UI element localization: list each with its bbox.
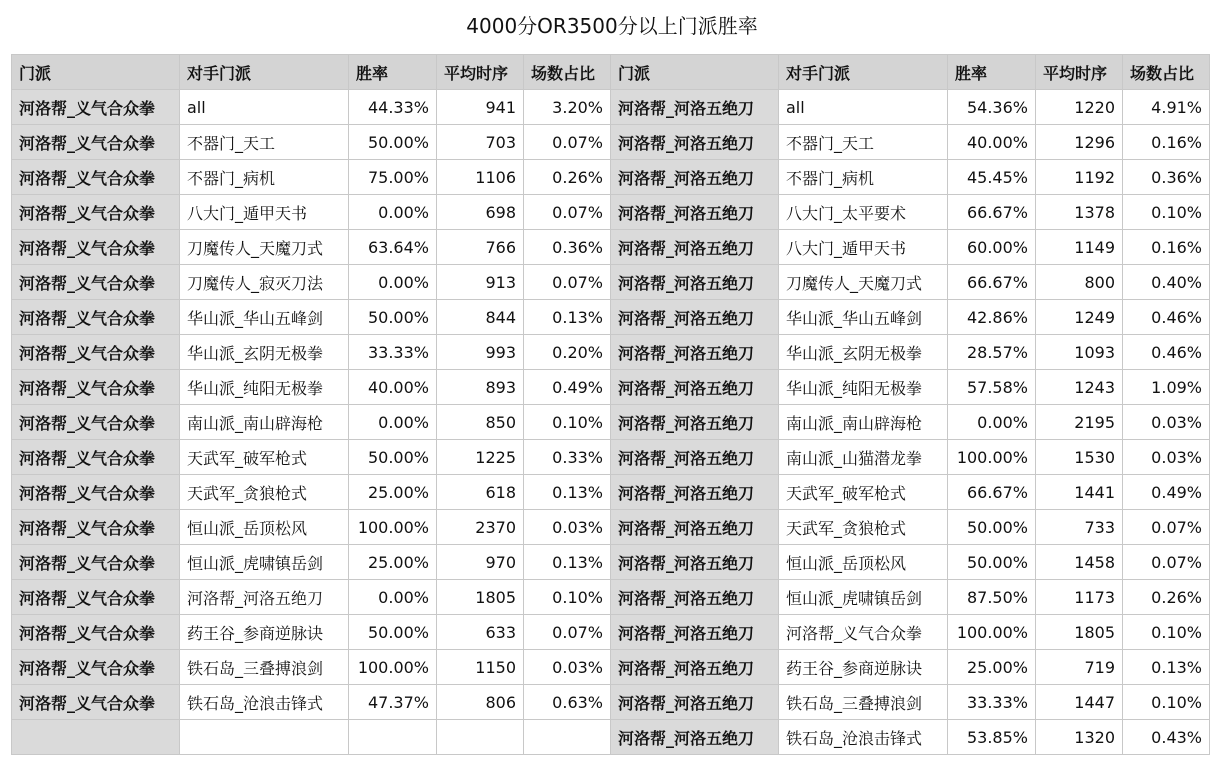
faction-cell[interactable]: 河洛帮_河洛五绝刀 [611, 545, 779, 580]
share-cell[interactable]: 0.07% [524, 195, 611, 230]
share-cell[interactable]: 0.20% [524, 335, 611, 370]
opponent-cell[interactable]: 八大门_遁甲天书 [779, 230, 948, 265]
share-cell[interactable]: 0.10% [1123, 195, 1210, 230]
table-row [12, 615, 1210, 650]
share-cell[interactable]: 0.46% [1123, 300, 1210, 335]
avg-time-cell[interactable]: 1220 [1036, 90, 1123, 125]
faction-cell[interactable]: 河洛帮_义气合众拳 [12, 125, 180, 160]
winrate-cell[interactable]: 50.00% [349, 125, 437, 160]
winrate-cell[interactable]: 0.00% [349, 195, 437, 230]
winrate-cell[interactable]: 0.00% [349, 405, 437, 440]
avg-time-cell[interactable]: 1458 [1036, 545, 1123, 580]
faction-cell[interactable]: 河洛帮_河洛五绝刀 [611, 335, 779, 370]
faction-cell[interactable]: 河洛帮_河洛五绝刀 [611, 615, 779, 650]
avg-time-cell[interactable]: 1192 [1036, 160, 1123, 195]
table-row [12, 300, 1210, 335]
opponent-cell[interactable]: 天武军_破军枪式 [180, 440, 349, 475]
winrate-cell[interactable]: 50.00% [349, 615, 437, 650]
winrate-cell[interactable]: 44.33% [349, 90, 437, 125]
avg-time-cell[interactable]: 913 [437, 265, 524, 300]
winrate-cell[interactable]: 0.00% [349, 580, 437, 615]
winrate-cell[interactable]: 66.67% [948, 195, 1036, 230]
opponent-cell[interactable]: 刀魔传人_天魔刀式 [180, 230, 349, 265]
table-row [12, 90, 1210, 125]
header-share[interactable]: 场数占比 [1123, 55, 1210, 90]
faction-cell[interactable]: 河洛帮_义气合众拳 [12, 370, 180, 405]
avg-time-cell[interactable]: 703 [437, 125, 524, 160]
opponent-cell[interactable]: 药王谷_参商逆脉诀 [779, 650, 948, 685]
winrate-cell[interactable]: 42.86% [948, 300, 1036, 335]
share-cell[interactable] [524, 720, 611, 755]
winrate-cell[interactable]: 40.00% [948, 125, 1036, 160]
winrate-table [11, 54, 1210, 755]
share-cell[interactable]: 0.07% [1123, 510, 1210, 545]
opponent-cell[interactable]: 不器门_天工 [779, 125, 948, 160]
share-cell[interactable]: 0.10% [524, 405, 611, 440]
winrate-cell[interactable]: 33.33% [948, 685, 1036, 720]
table-row [12, 160, 1210, 195]
faction-cell[interactable]: 河洛帮_义气合众拳 [12, 300, 180, 335]
avg-time-cell[interactable]: 1093 [1036, 335, 1123, 370]
share-cell[interactable]: 0.07% [1123, 545, 1210, 580]
winrate-cell[interactable]: 25.00% [349, 475, 437, 510]
opponent-cell[interactable]: 天武军_破军枪式 [779, 475, 948, 510]
avg-time-cell[interactable]: 2195 [1036, 405, 1123, 440]
winrate-cell[interactable]: 63.64% [349, 230, 437, 265]
faction-cell[interactable]: 河洛帮_义气合众拳 [12, 475, 180, 510]
avg-time-cell[interactable]: 993 [437, 335, 524, 370]
opponent-cell[interactable]: 刀魔传人_寂灭刀法 [180, 265, 349, 300]
table-row [12, 370, 1210, 405]
winrate-cell[interactable]: 100.00% [349, 510, 437, 545]
winrate-cell[interactable]: 100.00% [349, 650, 437, 685]
opponent-cell[interactable]: 不器门_病机 [779, 160, 948, 195]
winrate-cell[interactable]: 60.00% [948, 230, 1036, 265]
avg-time-cell[interactable]: 719 [1036, 650, 1123, 685]
faction-cell[interactable] [12, 720, 180, 755]
share-cell[interactable]: 0.03% [524, 510, 611, 545]
share-cell[interactable]: 0.49% [1123, 475, 1210, 510]
avg-time-cell[interactable] [437, 720, 524, 755]
share-cell[interactable]: 0.10% [1123, 615, 1210, 650]
share-cell[interactable]: 0.36% [1123, 160, 1210, 195]
avg-time-cell[interactable]: 1805 [1036, 615, 1123, 650]
winrate-cell[interactable]: 28.57% [948, 335, 1036, 370]
faction-cell[interactable]: 河洛帮_义气合众拳 [12, 405, 180, 440]
share-cell[interactable]: 0.07% [524, 265, 611, 300]
avg-time-cell[interactable]: 618 [437, 475, 524, 510]
share-cell[interactable]: 0.03% [524, 650, 611, 685]
opponent-cell[interactable]: 河洛帮_河洛五绝刀 [180, 580, 349, 615]
winrate-cell[interactable]: 25.00% [948, 650, 1036, 685]
opponent-cell[interactable]: 华山派_玄阴无极拳 [180, 335, 349, 370]
avg-time-cell[interactable]: 1441 [1036, 475, 1123, 510]
opponent-cell[interactable]: all [180, 90, 349, 125]
avg-time-cell[interactable]: 1243 [1036, 370, 1123, 405]
faction-cell[interactable]: 河洛帮_义气合众拳 [12, 195, 180, 230]
table-row [12, 510, 1210, 545]
avg-time-cell[interactable]: 1150 [437, 650, 524, 685]
winrate-cell[interactable]: 66.67% [948, 475, 1036, 510]
share-cell[interactable]: 0.10% [524, 580, 611, 615]
share-cell[interactable]: 0.46% [1123, 335, 1210, 370]
opponent-cell[interactable]: 华山派_玄阴无极拳 [779, 335, 948, 370]
share-cell[interactable]: 0.26% [524, 160, 611, 195]
table-row [12, 720, 1210, 755]
share-cell[interactable]: 0.03% [1123, 405, 1210, 440]
opponent-cell[interactable]: 华山派_华山五峰剑 [180, 300, 349, 335]
faction-cell[interactable]: 河洛帮_河洛五绝刀 [611, 685, 779, 720]
faction-cell[interactable]: 河洛帮_河洛五绝刀 [611, 440, 779, 475]
table-row [12, 685, 1210, 720]
winrate-cell[interactable]: 50.00% [349, 440, 437, 475]
faction-cell[interactable]: 河洛帮_义气合众拳 [12, 685, 180, 720]
faction-cell[interactable]: 河洛帮_河洛五绝刀 [611, 125, 779, 160]
opponent-cell[interactable]: 八大门_遁甲天书 [180, 195, 349, 230]
share-cell[interactable]: 0.33% [524, 440, 611, 475]
faction-cell[interactable]: 河洛帮_河洛五绝刀 [611, 720, 779, 755]
avg-time-cell[interactable]: 806 [437, 685, 524, 720]
avg-time-cell[interactable]: 941 [437, 90, 524, 125]
winrate-cell[interactable]: 53.85% [948, 720, 1036, 755]
avg-time-cell[interactable]: 1805 [437, 580, 524, 615]
opponent-cell[interactable]: 恒山派_虎啸镇岳剑 [180, 545, 349, 580]
avg-time-cell[interactable]: 698 [437, 195, 524, 230]
opponent-cell[interactable]: 八大门_太平要术 [779, 195, 948, 230]
avg-time-cell[interactable]: 1149 [1036, 230, 1123, 265]
winrate-cell[interactable]: 54.36% [948, 90, 1036, 125]
share-cell[interactable]: 0.13% [1123, 650, 1210, 685]
opponent-cell[interactable]: 恒山派_虎啸镇岳剑 [779, 580, 948, 615]
winrate-cell[interactable] [349, 720, 437, 755]
avg-time-cell[interactable]: 1378 [1036, 195, 1123, 230]
opponent-cell[interactable]: 华山派_华山五峰剑 [779, 300, 948, 335]
faction-cell[interactable]: 河洛帮_河洛五绝刀 [611, 230, 779, 265]
avg-time-cell[interactable]: 893 [437, 370, 524, 405]
share-cell[interactable]: 0.16% [1123, 230, 1210, 265]
faction-cell[interactable]: 河洛帮_义气合众拳 [12, 580, 180, 615]
winrate-cell[interactable]: 75.00% [349, 160, 437, 195]
share-cell[interactable]: 0.03% [1123, 440, 1210, 475]
share-cell[interactable]: 0.07% [524, 125, 611, 160]
winrate-cell[interactable]: 40.00% [349, 370, 437, 405]
faction-cell[interactable]: 河洛帮_河洛五绝刀 [611, 195, 779, 230]
opponent-cell[interactable]: 刀魔传人_天魔刀式 [779, 265, 948, 300]
winrate-cell[interactable]: 45.45% [948, 160, 1036, 195]
winrate-cell[interactable]: 50.00% [948, 510, 1036, 545]
share-cell[interactable]: 0.13% [524, 300, 611, 335]
opponent-cell[interactable]: 河洛帮_义气合众拳 [779, 615, 948, 650]
faction-cell[interactable]: 河洛帮_河洛五绝刀 [611, 475, 779, 510]
avg-time-cell[interactable]: 1447 [1036, 685, 1123, 720]
opponent-cell[interactable]: 天武军_贪狼枪式 [180, 475, 349, 510]
avg-time-cell[interactable]: 850 [437, 405, 524, 440]
header-avg-time[interactable]: 平均时序 [437, 55, 524, 90]
winrate-cell[interactable]: 47.37% [349, 685, 437, 720]
winrate-cell[interactable]: 25.00% [349, 545, 437, 580]
avg-time-cell[interactable]: 1320 [1036, 720, 1123, 755]
winrate-cell[interactable]: 33.33% [349, 335, 437, 370]
share-cell[interactable]: 0.49% [524, 370, 611, 405]
header-avg-time[interactable]: 平均时序 [1036, 55, 1123, 90]
opponent-cell[interactable]: 铁石岛_三叠搏浪剑 [779, 685, 948, 720]
faction-cell[interactable]: 河洛帮_河洛五绝刀 [611, 90, 779, 125]
table-row [12, 335, 1210, 370]
page-title: 4000分OR3500分以上门派胜率 [466, 14, 758, 38]
faction-cell[interactable]: 河洛帮_义气合众拳 [12, 265, 180, 300]
share-cell[interactable]: 0.07% [524, 615, 611, 650]
faction-cell[interactable]: 河洛帮_义气合众拳 [12, 510, 180, 545]
share-cell[interactable]: 3.20% [524, 90, 611, 125]
avg-time-cell[interactable]: 2370 [437, 510, 524, 545]
opponent-cell[interactable]: 铁石岛_沧浪击锋式 [180, 685, 349, 720]
share-cell[interactable]: 0.40% [1123, 265, 1210, 300]
opponent-cell[interactable]: all [779, 90, 948, 125]
winrate-cell[interactable]: 0.00% [948, 405, 1036, 440]
header-opponent[interactable]: 对手门派 [180, 55, 349, 90]
avg-time-cell[interactable]: 1296 [1036, 125, 1123, 160]
table-row [12, 125, 1210, 160]
faction-cell[interactable]: 河洛帮_义气合众拳 [12, 90, 180, 125]
table-row [12, 265, 1210, 300]
share-cell[interactable]: 0.43% [1123, 720, 1210, 755]
faction-cell[interactable]: 河洛帮_义气合众拳 [12, 440, 180, 475]
opponent-cell[interactable]: 南山派_南山辟海枪 [779, 405, 948, 440]
header-winrate[interactable]: 胜率 [349, 55, 437, 90]
winrate-cell[interactable]: 0.00% [349, 265, 437, 300]
header-faction[interactable]: 门派 [611, 55, 779, 90]
winrate-cell[interactable]: 50.00% [349, 300, 437, 335]
winrate-cell[interactable]: 66.67% [948, 265, 1036, 300]
share-cell[interactable]: 0.13% [524, 545, 611, 580]
faction-cell[interactable]: 河洛帮_义气合众拳 [12, 615, 180, 650]
faction-cell[interactable]: 河洛帮_义气合众拳 [12, 545, 180, 580]
table-body [12, 90, 1210, 755]
faction-cell[interactable]: 河洛帮_河洛五绝刀 [611, 265, 779, 300]
faction-cell[interactable]: 河洛帮_义气合众拳 [12, 650, 180, 685]
opponent-cell[interactable]: 南山派_山猫潜龙拳 [779, 440, 948, 475]
share-cell[interactable]: 0.13% [524, 475, 611, 510]
share-cell[interactable]: 0.10% [1123, 685, 1210, 720]
opponent-cell[interactable]: 南山派_南山辟海枪 [180, 405, 349, 440]
avg-time-cell[interactable]: 733 [1036, 510, 1123, 545]
table-row [12, 195, 1210, 230]
share-cell[interactable]: 0.36% [524, 230, 611, 265]
winrate-cell[interactable]: 57.58% [948, 370, 1036, 405]
faction-cell[interactable]: 河洛帮_河洛五绝刀 [611, 160, 779, 195]
avg-time-cell[interactable]: 1106 [437, 160, 524, 195]
avg-time-cell[interactable]: 633 [437, 615, 524, 650]
header-faction[interactable]: 门派 [12, 55, 180, 90]
table-row [12, 580, 1210, 615]
avg-time-cell[interactable]: 1249 [1036, 300, 1123, 335]
share-cell[interactable]: 4.91% [1123, 90, 1210, 125]
header-share[interactable]: 场数占比 [524, 55, 611, 90]
opponent-cell[interactable]: 铁石岛_沧浪击锋式 [779, 720, 948, 755]
share-cell[interactable]: 0.26% [1123, 580, 1210, 615]
table-row [12, 405, 1210, 440]
faction-cell[interactable]: 河洛帮_义气合众拳 [12, 230, 180, 265]
header-winrate[interactable]: 胜率 [948, 55, 1036, 90]
faction-cell[interactable]: 河洛帮_河洛五绝刀 [611, 370, 779, 405]
faction-cell[interactable]: 河洛帮_河洛五绝刀 [611, 405, 779, 440]
opponent-cell[interactable]: 药王谷_参商逆脉诀 [180, 615, 349, 650]
opponent-cell[interactable]: 不器门_天工 [180, 125, 349, 160]
faction-cell[interactable]: 河洛帮_河洛五绝刀 [611, 300, 779, 335]
table-row [12, 230, 1210, 265]
faction-cell[interactable]: 河洛帮_义气合众拳 [12, 335, 180, 370]
faction-cell[interactable]: 河洛帮_义气合众拳 [12, 160, 180, 195]
share-cell[interactable]: 0.63% [524, 685, 611, 720]
faction-cell[interactable]: 河洛帮_河洛五绝刀 [611, 580, 779, 615]
table-row [12, 545, 1210, 580]
faction-cell[interactable]: 河洛帮_河洛五绝刀 [611, 510, 779, 545]
opponent-cell[interactable]: 恒山派_岳顶松风 [180, 510, 349, 545]
header-row [12, 55, 1210, 90]
opponent-cell[interactable]: 华山派_纯阳无极拳 [180, 370, 349, 405]
opponent-cell[interactable]: 华山派_纯阳无极拳 [779, 370, 948, 405]
table-row [12, 440, 1210, 475]
opponent-cell[interactable]: 不器门_病机 [180, 160, 349, 195]
faction-cell[interactable]: 河洛帮_河洛五绝刀 [611, 650, 779, 685]
opponent-cell[interactable]: 恒山派_岳顶松风 [779, 545, 948, 580]
winrate-cell[interactable]: 50.00% [948, 545, 1036, 580]
opponent-cell[interactable] [180, 720, 349, 755]
share-cell[interactable]: 0.16% [1123, 125, 1210, 160]
avg-time-cell[interactable]: 844 [437, 300, 524, 335]
avg-time-cell[interactable]: 800 [1036, 265, 1123, 300]
avg-time-cell[interactable]: 1530 [1036, 440, 1123, 475]
winrate-cell[interactable]: 100.00% [948, 615, 1036, 650]
winrate-cell[interactable]: 100.00% [948, 440, 1036, 475]
share-cell[interactable]: 1.09% [1123, 370, 1210, 405]
avg-time-cell[interactable]: 1225 [437, 440, 524, 475]
winrate-cell[interactable]: 87.50% [948, 580, 1036, 615]
avg-time-cell[interactable]: 970 [437, 545, 524, 580]
header-opponent[interactable]: 对手门派 [779, 55, 948, 90]
opponent-cell[interactable]: 铁石岛_三叠搏浪剑 [180, 650, 349, 685]
avg-time-cell[interactable]: 1173 [1036, 580, 1123, 615]
table-row [12, 475, 1210, 510]
avg-time-cell[interactable]: 766 [437, 230, 524, 265]
table-row [12, 650, 1210, 685]
opponent-cell[interactable]: 天武军_贪狼枪式 [779, 510, 948, 545]
